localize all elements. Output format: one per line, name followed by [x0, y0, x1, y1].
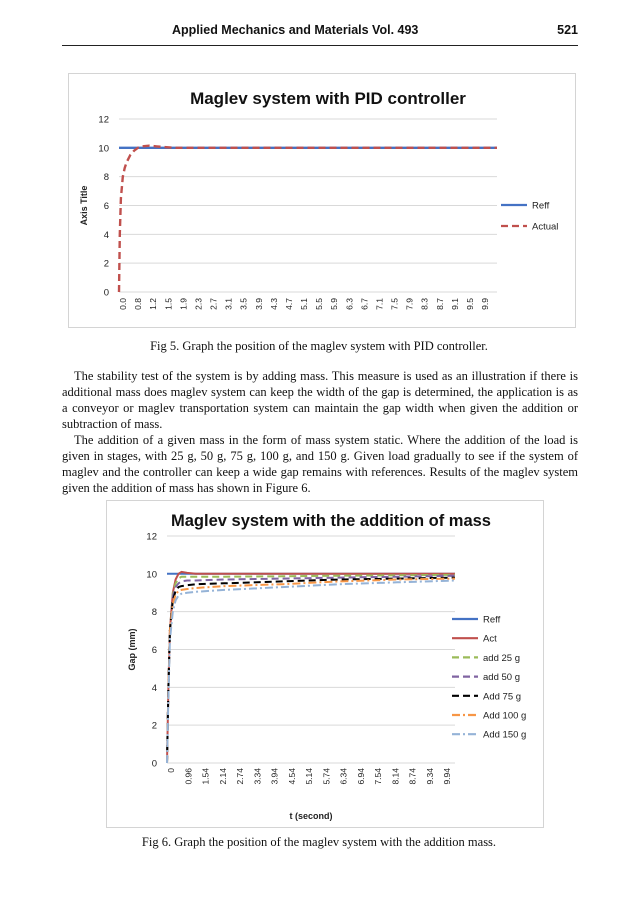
y-tick-label: 12 — [98, 114, 109, 126]
x-tick-label: 3.94 — [269, 768, 280, 785]
figure-5-caption: Fig 5. Graph the position of the maglev system with PID controller. — [150, 339, 488, 353]
y-axis-title: Axis Title — [79, 185, 89, 226]
y-tick-label: 12 — [146, 531, 157, 543]
x-tick-label: 5.14 — [304, 768, 314, 785]
y-tick-label: 4 — [151, 682, 157, 694]
x-tick-label: 1.54 — [200, 768, 211, 785]
series-line-7 — [167, 581, 455, 764]
paragraph-1: The stability test of the system is by adding mass. This measure is used as an illustration if there is additional mass does maglev system can keep the width of the gap is determined, the application is as a conveyor or maglev transportation system can maintain the gap width when given the addition or subtraction of mass. — [62, 369, 578, 431]
x-tick-label: 6.94 — [355, 768, 366, 785]
x-tick-label: 3.34 — [252, 768, 263, 785]
x-tick-label: 1.9 — [178, 298, 189, 310]
x-tick-label: 8.3 — [419, 298, 430, 310]
x-tick-label: 1.5 — [163, 298, 174, 310]
x-tick-label: 2.14 — [217, 768, 228, 785]
x-axis-title: t (second) — [289, 811, 333, 821]
y-tick-label: 8 — [103, 172, 109, 184]
x-tick-label: 5.5 — [314, 298, 325, 310]
x-tick-label: 7.54 — [373, 768, 383, 785]
x-tick-label: 0.0 — [118, 298, 128, 310]
series-line-5 — [167, 578, 455, 763]
x-tick-label: 2.7 — [208, 298, 219, 310]
series-line-6 — [167, 579, 455, 763]
y-tick-label: 4 — [103, 229, 109, 241]
x-tick-label: 8.74 — [407, 768, 418, 785]
x-tick-label: 5.9 — [329, 298, 340, 310]
legend-label: Act — [483, 633, 497, 645]
series-line-4 — [167, 576, 455, 763]
legend-label: Add 150 g — [483, 729, 527, 741]
legend-label: Actual — [532, 221, 559, 233]
x-tick-label: 1.2 — [148, 298, 159, 310]
page-header — [62, 20, 578, 46]
figure-6-caption: Fig 6. Graph the position of the maglev system with the addition mass. — [141, 835, 497, 849]
x-tick-label: 9.34 — [424, 768, 435, 785]
x-tick-label: 0 — [166, 768, 176, 773]
y-tick-label: 6 — [103, 201, 109, 212]
x-tick-label: 2.74 — [235, 768, 245, 785]
x-tick-label: 7.5 — [389, 298, 400, 310]
chart-title: Maglev system with PID controller — [190, 89, 466, 108]
body-text — [62, 368, 578, 496]
x-tick-label: 5.1 — [299, 298, 309, 310]
x-tick-label: 4.7 — [283, 298, 294, 310]
legend-label: Reff — [483, 614, 501, 626]
series-line-3 — [167, 575, 455, 763]
y-tick-label: 10 — [146, 569, 157, 581]
x-tick-label: 3.1 — [223, 298, 234, 310]
figure-5-chart — [68, 73, 576, 328]
x-tick-label: 3.5 — [238, 298, 249, 310]
journal-title: Applied Mechanics and Materials Vol. 493 — [172, 23, 419, 37]
y-axis-title: Gap (mm) — [127, 628, 137, 671]
y-tick-label: 2 — [103, 258, 109, 270]
legend-label: Add 75 g — [483, 691, 522, 703]
x-tick-label: 9.94 — [442, 768, 452, 785]
x-tick-label: 6.3 — [344, 298, 355, 310]
series-line-2 — [119, 146, 497, 292]
x-tick-label: 5.74 — [321, 768, 332, 785]
x-tick-label: 8.7 — [434, 298, 445, 310]
x-tick-label: 7.1 — [374, 298, 385, 310]
y-tick-label: 0 — [103, 287, 109, 299]
chart-title: Maglev system with the addition of mass — [171, 512, 491, 530]
x-tick-label: 9.9 — [480, 298, 490, 310]
legend-label: add 25 g — [483, 652, 520, 664]
legend-label: Add 100 g — [483, 710, 527, 722]
figure-6-plot — [107, 501, 545, 829]
series-line-2 — [167, 572, 455, 763]
x-tick-label: 7.9 — [404, 298, 415, 310]
x-tick-label: 8.14 — [390, 768, 401, 785]
y-tick-label: 2 — [151, 720, 157, 732]
y-tick-label: 10 — [98, 143, 109, 155]
y-tick-label: 0 — [151, 758, 157, 770]
paragraph-2: The addition of a given mass in the form of mass system static. Where the addition of the load is given in stages, with 25 g, 50 g, 75 g, 100 g, and 150 g. Given load gradually to see if the system of maglev and the controller can keep a wide gap remains with references. Results of the maglev system given the addition of mass has shown in Figure 6. — [62, 433, 578, 495]
y-tick-label: 6 — [151, 645, 157, 656]
x-tick-label: 0.8 — [133, 298, 144, 310]
x-tick-label: 9.5 — [464, 298, 475, 310]
x-tick-label: 4.54 — [286, 768, 297, 785]
x-tick-label: 3.9 — [253, 298, 264, 310]
x-tick-label: 6.34 — [338, 768, 349, 785]
x-tick-label: 0.96 — [183, 768, 194, 785]
legend-label: Reff — [532, 200, 550, 212]
x-tick-label: 6.7 — [359, 298, 370, 310]
page-number: 521 — [557, 23, 578, 37]
x-tick-label: 2.3 — [193, 298, 204, 310]
x-tick-label: 9.1 — [449, 298, 460, 310]
figure-6-chart — [106, 500, 544, 828]
y-tick-label: 8 — [151, 607, 157, 619]
x-tick-label: 4.3 — [268, 298, 279, 310]
figure-5-plot — [69, 74, 577, 329]
legend-label: add 50 g — [483, 672, 520, 684]
